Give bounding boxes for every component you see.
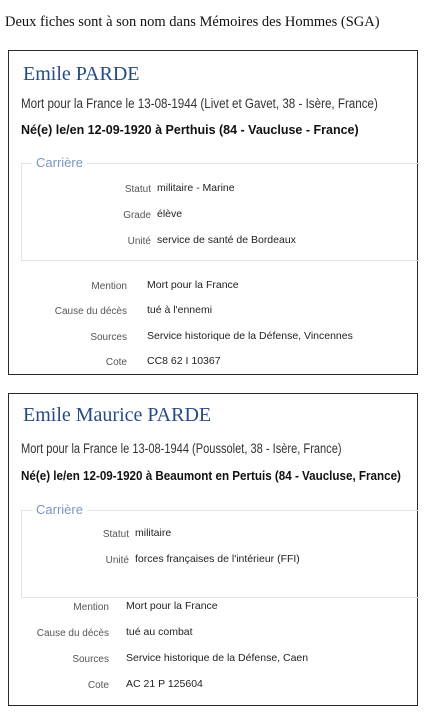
row-mention bbox=[9, 600, 417, 616]
field-value: Mort pour la France bbox=[147, 279, 239, 291]
person-name: Emile PARDE bbox=[23, 63, 140, 85]
intro-caption: Deux fiches sont à son nom dans Mémoires des Hommes (SGA) bbox=[5, 14, 380, 30]
career-row-statut bbox=[22, 182, 419, 198]
career-section bbox=[21, 155, 419, 261]
row-sources bbox=[9, 652, 417, 668]
field-label: Cote bbox=[105, 357, 127, 368]
field-value: tué au combat bbox=[126, 626, 193, 638]
field-value: Mort pour la France bbox=[126, 600, 218, 612]
birth-info: Né(e) le/en 12-09-1920 à Perthuis (84 - Vaucluse - France) bbox=[21, 123, 359, 137]
field-value: tué à l'ennemi bbox=[147, 304, 213, 316]
field-value: Service historique de la Défense, Caen bbox=[126, 652, 309, 664]
record-card-1 bbox=[8, 50, 418, 375]
field-value: militaire - Marine bbox=[157, 182, 235, 194]
death-info: Mort pour la France le 13-08-1944 (Livet et Gavet, 38 - Isère, France) bbox=[21, 96, 378, 111]
career-legend: Carrière bbox=[32, 502, 87, 517]
row-cote bbox=[9, 355, 417, 371]
field-value: service de santé de Bordeaux bbox=[157, 234, 296, 246]
field-value: forces françaises de l'intérieur (FFI) bbox=[135, 553, 300, 565]
field-value: CC8 62 I 10367 bbox=[147, 355, 221, 367]
row-cause bbox=[9, 304, 417, 320]
field-label: Statut bbox=[102, 529, 129, 540]
field-value: militaire bbox=[135, 527, 172, 539]
row-cause bbox=[9, 626, 417, 642]
field-value: Service historique de la Défense, Vincennes bbox=[147, 330, 353, 342]
field-label: Cause du décès bbox=[54, 306, 127, 317]
death-info: Mort pour la France le 13-08-1944 (Poussolet, 38 - Isère, France) bbox=[21, 441, 342, 456]
field-label: Mention bbox=[91, 281, 127, 292]
field-value: élève bbox=[157, 208, 183, 220]
birth-info: Né(e) le/en 12-09-1920 à Beaumont en Pertuis (84 - Vaucluse, France) bbox=[21, 469, 401, 483]
career-row-unite bbox=[22, 553, 419, 569]
career-row-statut bbox=[22, 527, 419, 543]
field-label: Statut bbox=[124, 184, 151, 195]
row-sources bbox=[9, 330, 417, 346]
career-legend: Carrière bbox=[32, 155, 87, 170]
field-label: Sources bbox=[72, 654, 109, 665]
field-label: Cote bbox=[87, 680, 109, 691]
field-label: Cause du décès bbox=[36, 628, 109, 639]
career-row-unite bbox=[22, 234, 419, 250]
field-value: AC 21 P 125604 bbox=[126, 678, 203, 690]
career-row-grade bbox=[22, 208, 419, 224]
field-label: Grade bbox=[123, 210, 151, 221]
career-section bbox=[21, 502, 419, 598]
person-name: Emile Maurice PARDE bbox=[23, 404, 212, 426]
record-card-2 bbox=[8, 393, 418, 706]
field-label: Mention bbox=[73, 602, 109, 613]
row-cote bbox=[9, 678, 417, 694]
field-label: Unité bbox=[105, 555, 129, 566]
field-label: Sources bbox=[90, 332, 127, 343]
row-mention bbox=[9, 279, 417, 295]
field-label: Unité bbox=[127, 236, 151, 247]
